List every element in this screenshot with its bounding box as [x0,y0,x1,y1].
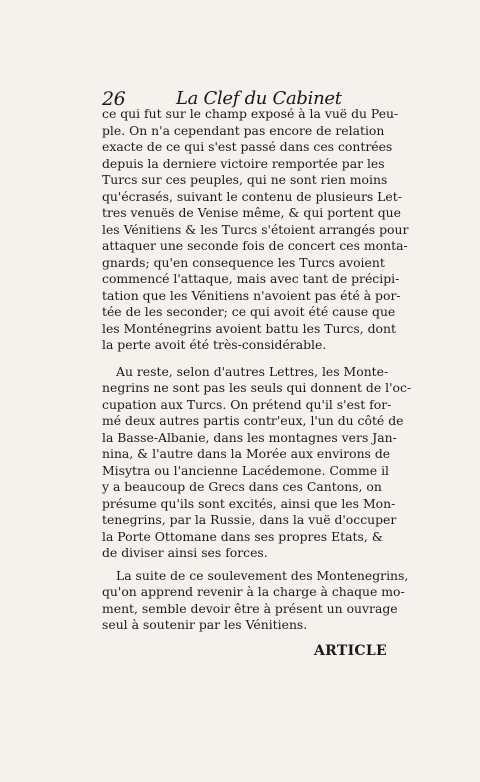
text-line: attaquer une seconde fois de concert ces monta- [102,238,408,253]
text-line: negrins ne sont pas les seuls qui donnent de l'oc- [102,380,412,395]
text-line: de diviser ainsi ses forces. [102,545,268,560]
text-line: tée de les seconder; ce qui avoit été cause que [102,304,396,319]
text-line: la perte avoit été très-considérable. [102,337,327,352]
text-line: Au reste, selon d'autres Lettres, les Monte- [116,363,389,379]
page-number: 26 [102,88,126,110]
paragraph-gap [102,354,378,364]
paragraph-2 [102,363,412,562]
text-line: tres venuës de Venise même, & qui portent que [102,205,401,220]
text-line: La suite de ce soulevement des Montenegrins, [116,567,409,583]
text-line: cupation aux Turcs. On prétend qu'il s'est for- [102,396,392,412]
text-line: qu'on apprend revenir à la charge à chaque mo- [102,584,405,599]
paragraph-1 [102,106,409,354]
text-line: gnards; qu'en consequence les Turcs avoient [102,254,385,270]
text-line: seul à soutenir par les Vénitiens. [102,617,308,632]
text-line: nina, & l'autre dans la Morée aux environs de [102,446,391,461]
text-line: Turcs sur ces peuples, qui ne sont rien moins [102,172,388,187]
text-line: les Monténegrins avoient battu les Turcs, dont [102,320,396,336]
text-line: ce qui fut sur le champ exposé à la vuë du Peu- [102,106,399,121]
text-line: la Porte Ottomane dans ses propres Etats, & [102,528,383,544]
text-line: ple. On n'a cependant pas encore de relation [102,122,385,138]
text-line: les Vénitiens & les Turcs s'étoient arrangés pour [102,221,409,237]
running-title: La Clef du Cabinet [176,88,342,109]
text-line: Misytra ou l'ancienne Lacédemone. Comme il [102,462,390,478]
text-line: commencé l'attaque, mais avec tant de précipi- [102,271,400,286]
text-line: exacte de ce qui s'est passé dans ces contrées [102,139,393,154]
text-line: présume qu'ils sont excités, ainsi que les Mon- [102,495,396,511]
catchword: ARTICLE [314,643,387,659]
page-body [102,106,412,634]
paragraph-3 [102,567,409,634]
text-line: tenegrins, par la Russie, dans la vuë d'occuper [102,512,397,527]
text-line: mé deux autres partis contr'eux, l'un du côté de [102,413,404,428]
text-line: tation que les Vénitiens n'avoient pas été à por- [102,287,401,303]
text-line: y a beaucoup de Grecs dans ces Cantons, on [102,479,382,494]
text-line: depuis la derniere victoire remportée par les [102,155,385,171]
text-line: ment, semble devoir être à présent un ouvrage [102,600,398,616]
text-line: qu'écrasés, suivant le contenu de plusieurs Let- [102,188,402,204]
text-line: la Basse-Albanie, dans les montagnes vers Jan- [102,429,397,445]
